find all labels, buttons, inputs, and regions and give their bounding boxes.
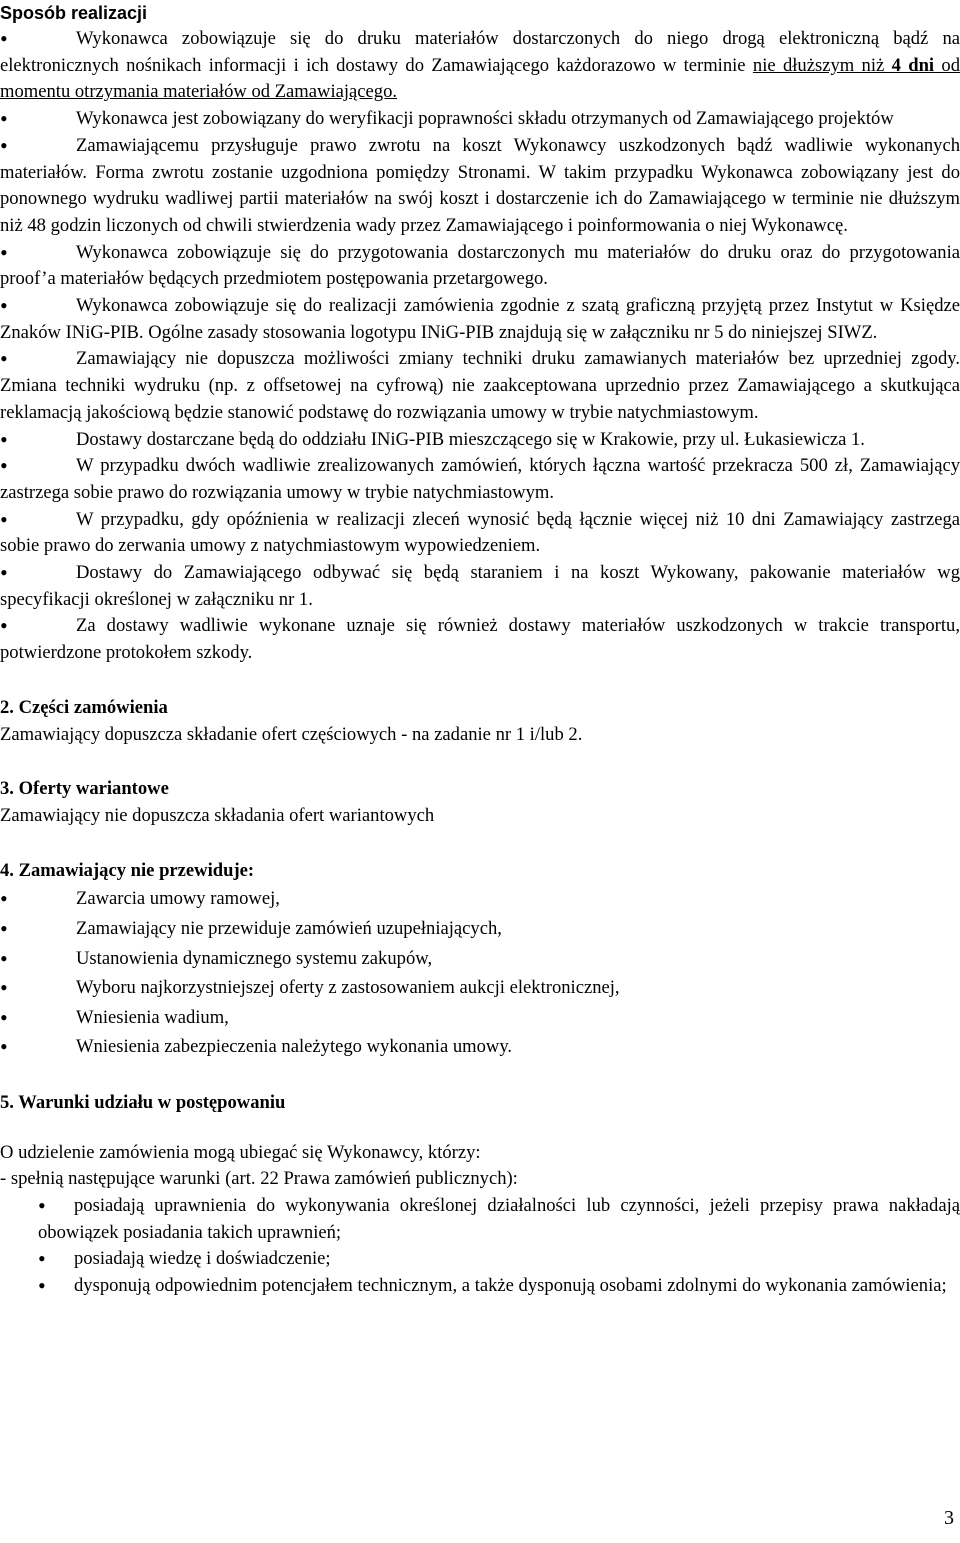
bullet-item: • Za dostawy wadliwie wykonane uznaje się również dostawy materiałów uszkodzonych w trakcie transportu, potwierdzone protokołem szkody. [0,613,960,666]
deadline-text-end: od momentu otrzymania materiałów od Zamawiającego. [0,54,960,103]
list-item: • Zawarcia umowy ramowej, [0,884,960,914]
list-item: • Wyboru najkorzystniejszej oferty z zastosowaniem aukcji elektronicznej, [0,973,960,1003]
deadline-text: nie dłuższym niż [752,54,892,76]
section-2-heading: 2. Części zamówienia [0,696,168,718]
bullet-item: • W przypadku dwóch wadliwie zrealizowanych zamówień, których łączna wartość przekracza 500 zł, Zamawiający zastrzega sobie prawo do rozwiązania umowy w trybie natychmiastowym. [0,453,960,506]
deadline-days: 4 dni [891,54,935,76]
section-title: Sposób realizacji [0,3,148,23]
section-2-text: Zamawiający dopuszcza składanie ofert częściowych - na zadanie nr 1 i/lub 2. [0,723,583,745]
bullet-item: • Wykonawca zobowiązuje się do realizacji zamówienia zgodnie z szatą graficzną przyjętą przez Instytut w Księdze Znaków INiG-PIB. Ogólne zasady stosowania logotypu INiG-PIB znajdują się w załączniku nr 5 do niniejszej SIWZ. [0,293,960,346]
spacer [0,830,960,858]
bullet-item: • Wykonawca zobowiązuje się do przygotowania dostarczonych mu materiałów do druku oraz do przygotowania proof’a materiałów będących przedmiotem postępowania przetargowego. [0,240,960,293]
bullet-item: • Dostawy dostarczane będą do oddziału INiG-PIB mieszczącego się w Krakowie, przy ul. Łukasiewicza 1. [0,427,960,454]
list-item: • Wniesienia wadium, [0,1003,960,1033]
list-item: • posiadają wiedzę i doświadczenie; [38,1246,960,1273]
bullet-item: • W przypadku, gdy opóźnienia w realizacji zleceń wynosić będą łącznie więcej niż 10 dni Zamawiający zastrzega sobie prawo do zerwania umowy z natychmiastowym wypowiedzeniem. [0,507,960,560]
main-bullet-list [0,26,960,667]
section-3-text: Zamawiający nie dopuszcza składania ofert wariantowych [0,804,435,826]
bullet-item: • Zamawiającemu przysługuje prawo zwrotu na koszt Wykonawcy uszkodzonych bądź wadliwie wykonanych materiałów. Forma zwrotu zostanie uzgodniona pomiędzy Stronami. W takim przypadku Wykonawca zobowiązany jest do ponownego wydruku wadliwej partii materiałów na swój koszt i dostarczenie ich do Zamawiającego w terminie nie dłuższym niż 48 godzin liczonych od chwili stwierdzenia wady przez Zamawiającego i poinformowania o niej Wykonawcę. [0,133,960,240]
bullet-item: • Dostawy do Zamawiającego odbywać się będą staraniem i na koszt Wykowany, pakowanie materiałów wg specyfikacji określonej w załączniku nr 1. [0,560,960,613]
section-4-heading: 4. Zamawiający nie przewiduje: [0,859,255,881]
list-item: • dysponują odpowiednim potencjałem technicznym, a także dysponują osobami zdolnymi do wykonania zamówienia; [38,1273,960,1300]
list-item: • Wniesienia zabezpieczenia należytego wykonania umowy. [0,1032,960,1062]
section-5-sub: - spełnią następujące warunki (art. 22 Prawa zamówień publicznych): [0,1168,518,1190]
list-item: • Zamawiający nie przewiduje zamówień uzupełniających, [0,914,960,944]
bullet-text: Wykonawca zobowiązuje się do druku materiałów dostarczonych do niego drogą elektroniczną bądź na elektronicznych nośnikach informacji i ich dostawy do Zamawiającego każdorazowo w terminie [0,28,960,76]
spacer [0,1117,960,1140]
list-item: • Ustanowienia dynamicznego systemu zakupów, [0,944,960,974]
spacer [0,667,960,695]
bullet-item [0,26,960,106]
section-4-list [0,884,960,1062]
spacer [0,748,960,776]
section-5-intro: O udzielenie zamówienia mogą ubiegać się Wykonawcy, którzy: [0,1141,481,1163]
page-number: 3 [944,1507,954,1529]
bullet-item: • Wykonawca jest zobowiązany do weryfikacji poprawności składu otrzymanych od Zamawiającego projektów [0,106,960,133]
bullet-item: • Zamawiający nie dopuszcza możliwości zmiany techniki druku zamawianych materiałów bez uprzedniej zgody. Zmiana techniki wydruku (np. z offsetowej na cyfrową) nie zaakceptowana uprzednio przez Zamawiającego a skutkująca reklamacją jakościową będzie stanowić podstawę do rozwiązania umowy w trybie natychmiastowym. [0,346,960,426]
list-item: • posiadają uprawnienia do wykonywania określonej działalności lub czynności, jeżeli przepisy prawa nakładają obowiązek posiadania takich uprawnień; [38,1193,960,1246]
spacer [0,1062,960,1090]
section-5-heading: 5. Warunki udziału w postępowaniu [0,1091,286,1113]
section-3-heading: 3. Oferty wariantowe [0,778,169,800]
